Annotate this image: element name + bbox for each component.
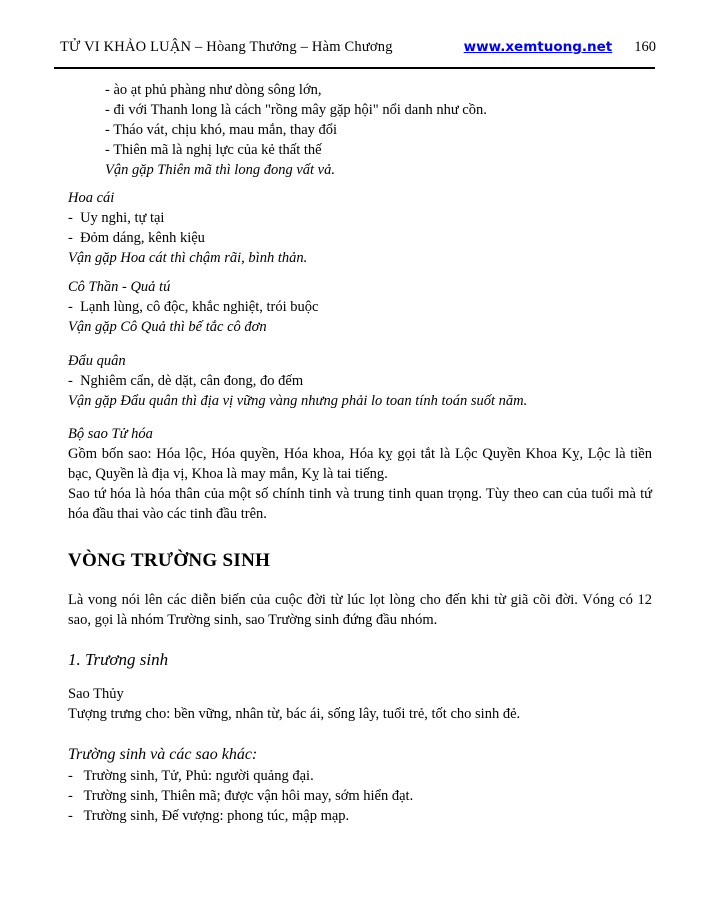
bullet-line: - Uy nghi, tự tại: [68, 210, 165, 226]
section-tu-hoa: [68, 424, 652, 524]
section-heading: Bộ sao Tử hóa: [68, 426, 153, 442]
text-line: Sao Thủy: [68, 686, 124, 702]
section-heading: Hoa cái: [68, 190, 115, 206]
bullet-line: - Trường sinh, Tử, Phủ: người quảng đại.: [68, 768, 314, 784]
chapter-title: VÒNG TRƯỜNG SINH: [68, 550, 271, 571]
note-line: Vận gặp Thiên mã thì long đong vất vả.: [105, 162, 335, 178]
bullet-line: - đi với Thanh long là cách "rồng mây gặp hội" nổi danh như cồn.: [105, 102, 487, 118]
bullet-line: - Tháo vát, chịu khó, mau mắn, thay đổi: [105, 122, 338, 138]
sao-khac-list: [68, 766, 652, 826]
thien-ma-block: [105, 80, 652, 180]
bullet-line: - ào ạt phủ phàng như dòng sông lớn,: [105, 82, 322, 98]
paragraph: Sao tứ hóa là hóa thân của một số chính tinh và trung tinh quan trọng. Tùy theo can của tuổi mà tứ hóa đầu thai vào các tinh đầu trên.: [68, 486, 652, 522]
truong-sinh-description: [68, 684, 652, 724]
bullet-line: - Trường sinh, Thiên mã; được vận hôi may, sớm hiển đạt.: [68, 788, 414, 804]
note-line: Vận gặp Cô Quả thì bế tắc cô đơn: [68, 319, 267, 335]
chapter-intro: Là vong nói lên các diễn biến của cuộc đời từ lúc lọt lòng cho đến khi từ giã cõi đời. Vóng có 12 sao, gọi là nhóm Trường sinh, sao Trường sinh đứng đầu nhóm.: [68, 592, 652, 628]
bullet-line: - Nghiêm cẩn, dè dặt, cân đong, đo đếm: [68, 373, 304, 389]
note-line: Vận gặp Đẩu quân thì địa vị vững vàng nhưng phải lo toan tính toán suốt năm.: [68, 393, 528, 409]
bullet-line: - Trường sinh, Đế vượng: phong túc, mập mạp.: [68, 808, 350, 824]
note-line: Vận gặp Hoa cát thì chậm rãi, bình thản.: [68, 250, 308, 266]
section-co-than-qua-tu: [68, 277, 652, 337]
text-line: Tượng trưng cho: bền vững, nhân từ, bác ái, sống lây, tuổi trẻ, tốt cho sinh đẻ.: [68, 706, 521, 722]
subsection-heading-sao-khac: Trường sinh và các sao khác:: [68, 746, 258, 763]
paragraph: Gồm bốn sao: Hóa lộc, Hóa quyền, Hóa khoa, Hóa kỵ gọi tắt là Lộc Quyền Khoa Kỵ, Lộc là tiền bạc, Quyền là địa vị, Khoa là may mắn, Kỵ là tai tiếng.: [68, 446, 652, 482]
bullet-line: - Thiên mã là nghị lực của kẻ thất thế: [105, 142, 322, 158]
header-right: [464, 38, 656, 56]
section-heading: Cô Thần - Quả tú: [68, 279, 171, 295]
bullet-line: - Đỏm dáng, kênh kiệu: [68, 230, 205, 246]
section-hoa-cai: [68, 188, 652, 268]
page-number: 160: [634, 39, 656, 55]
header-divider: [54, 67, 655, 69]
section-heading: Đẩu quân: [68, 353, 126, 369]
page-body: [68, 80, 652, 826]
book-title: TỬ VI KHẢO LUẬN – Hòang Thưởng – Hàm Chương: [60, 39, 393, 55]
page-header: [60, 38, 656, 56]
bullet-line: - Lạnh lùng, cô độc, khắc nghiệt, trói buộc: [68, 299, 319, 315]
section-dau-quan: [68, 351, 652, 411]
subsection-heading-truong-sinh: 1. Trương sinh: [68, 650, 169, 669]
website-link[interactable]: www.xemtuong.net: [463, 39, 613, 55]
